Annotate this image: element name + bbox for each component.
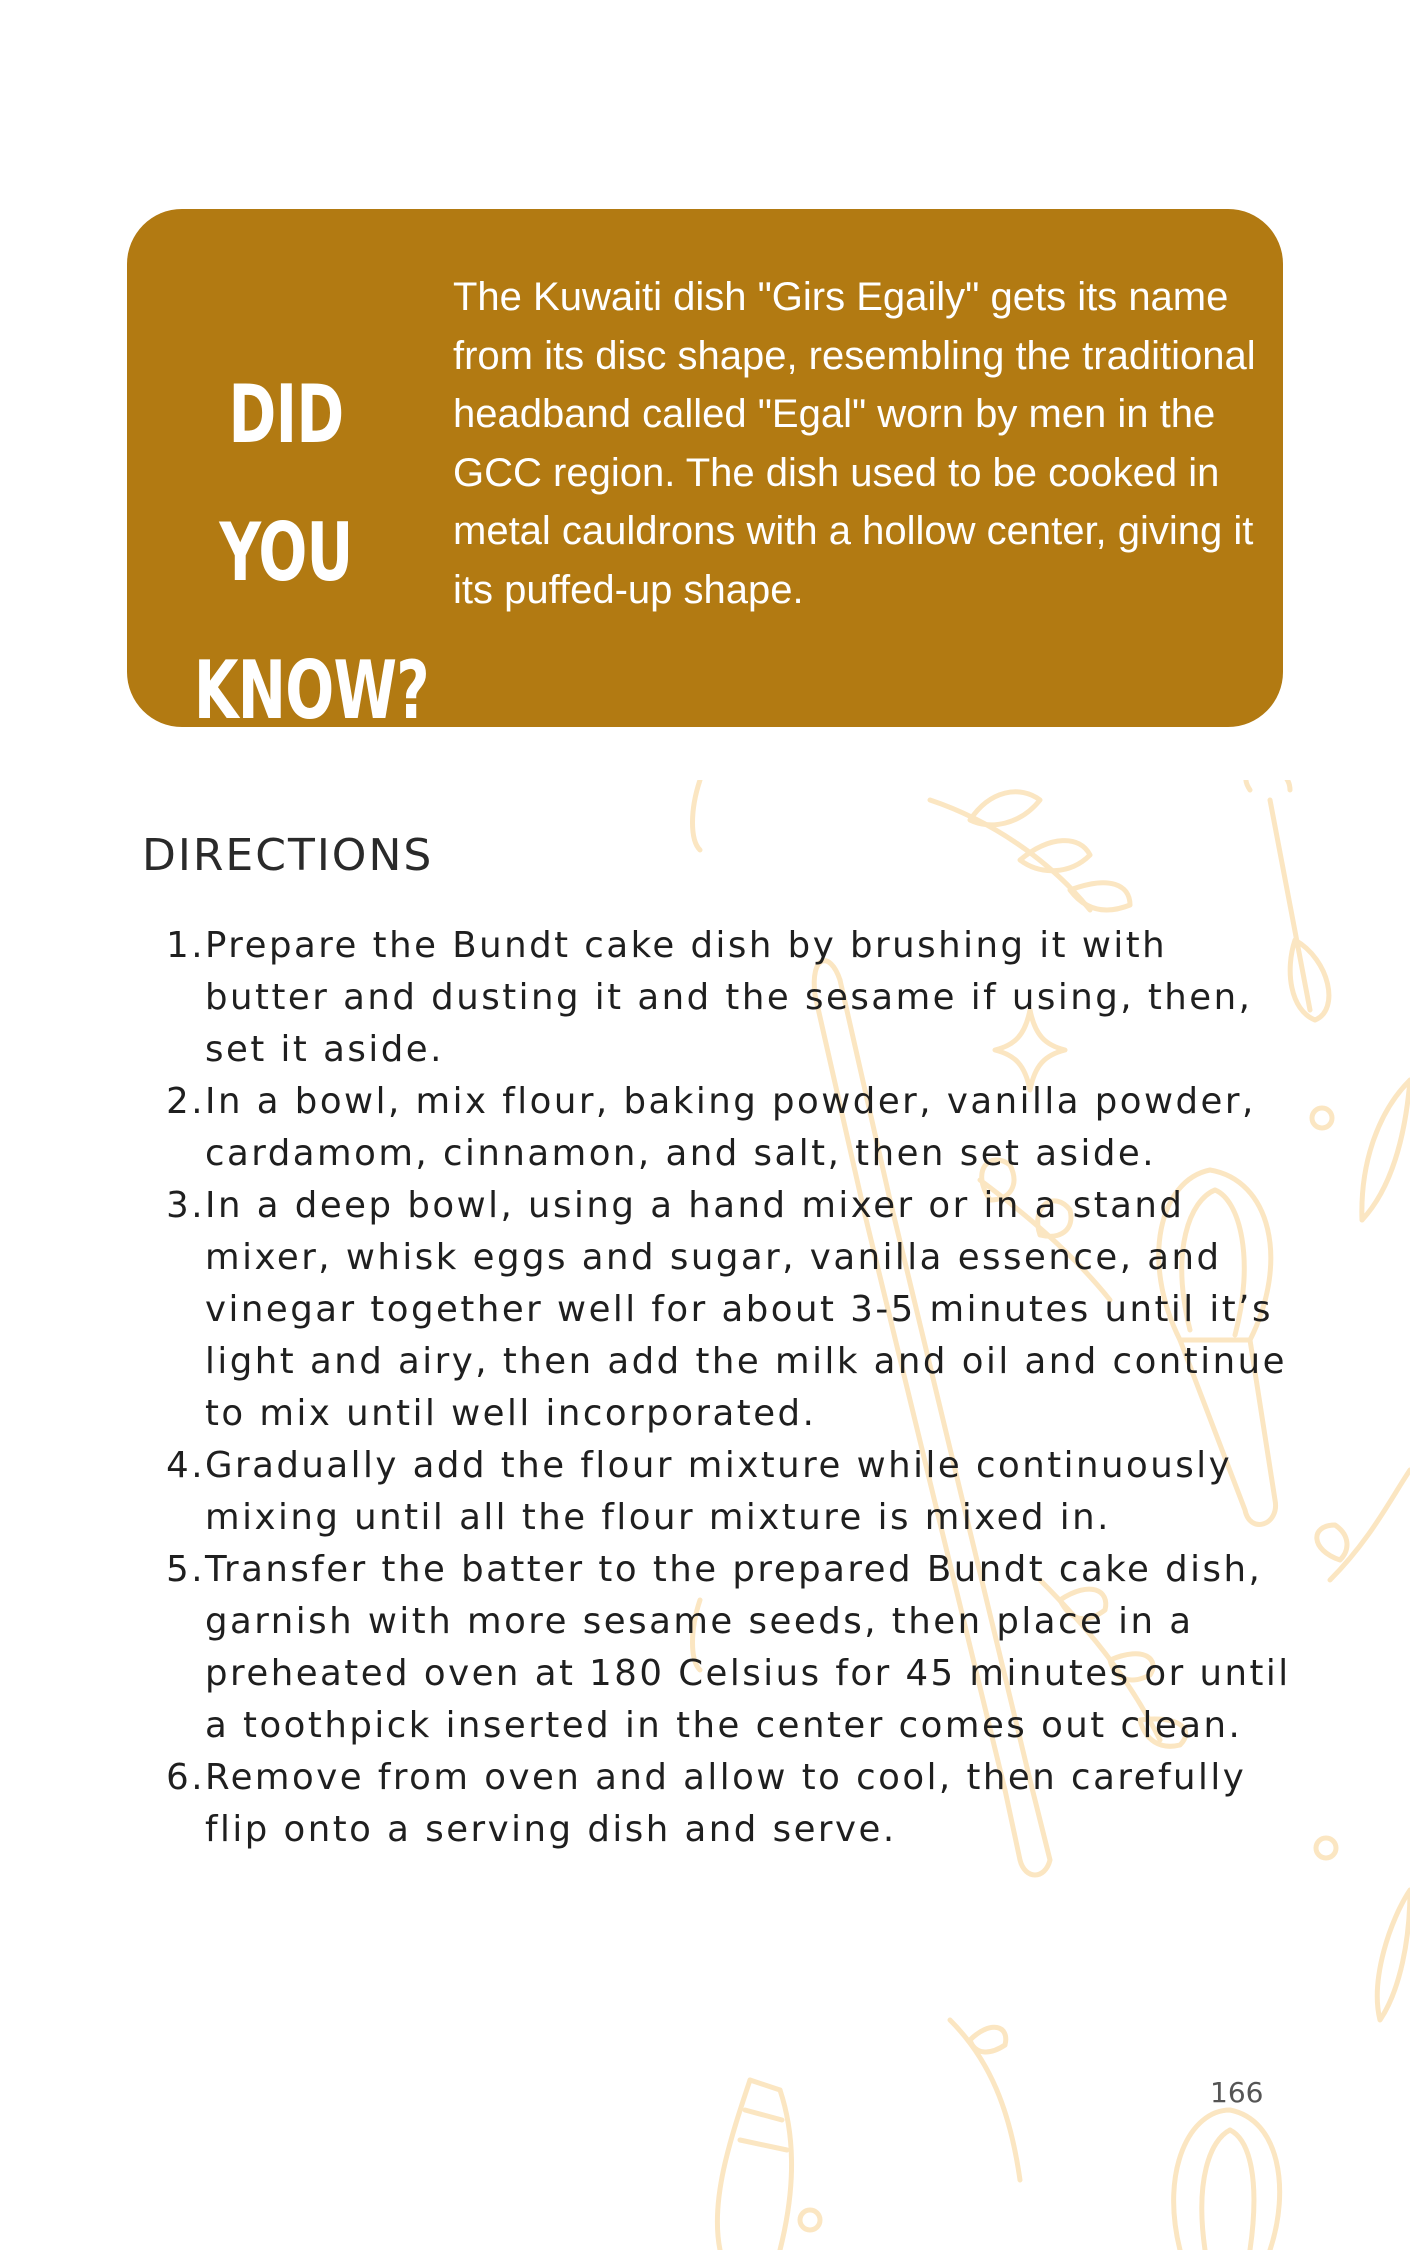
step-number: 1. [166, 925, 205, 966]
heading-line-2: KNOW? [193, 644, 429, 737]
whisk-icon [1174, 2110, 1280, 2250]
page-number: 166 [1210, 2076, 1264, 2109]
step-number: 5. [166, 1549, 205, 1590]
step-text: In a deep bowl, using a hand mixer or in a stand mixer, whisk eggs and sugar, vanilla essence, and vinegar together well for about 3-5 minutes until it’s light and airy, then add the milk and oil and continue to mix until well incorporated. [205, 1185, 1287, 1434]
step-number: 3. [166, 1185, 205, 1226]
step-text: Gradually add the flour mixture while continuously mixing until all the flour mixture is mixed in. [205, 1445, 1233, 1538]
list-item [142, 1752, 1292, 1856]
list-item [142, 1076, 1292, 1180]
directions-title: DIRECTIONS [142, 830, 434, 881]
spatula-icon [717, 2080, 791, 2250]
heading-line-1: DID YOU [219, 368, 353, 599]
step-text: Transfer the batter to the prepared Bundt cake dish, garnish with more sesame seeds, then place in a preheated oven at 180 Celsius for 45 minutes or until a toothpick inserted in the center comes out clean. [205, 1549, 1291, 1746]
did-you-know-heading [193, 346, 429, 760]
list-item [142, 1180, 1292, 1440]
step-text: Prepare the Bundt cake dish by brushing it with butter and dusting it and the sesame if using, then, set it aside. [205, 925, 1253, 1070]
step-text: Remove from oven and allow to cool, then carefully flip onto a serving dish and serve. [205, 1757, 1247, 1850]
list-item [142, 920, 1292, 1076]
step-number: 2. [166, 1081, 205, 1122]
did-you-know-text: The Kuwaiti dish "Girs Egaily" gets its name from its disc shape, resembling the traditional headband called "Egal" worn by men in the GCC region. The dish used to be cooked in metal cauldrons with a hollow center, giving it its puffed-up shape. [453, 275, 1256, 612]
step-number: 4. [166, 1445, 205, 1486]
step-number: 6. [166, 1757, 205, 1798]
leaf-sprig-icon [930, 792, 1130, 910]
step-text: In a bowl, mix flour, baking powder, vanilla powder, cardamom, cinnamon, and salt, then set aside. [205, 1081, 1256, 1174]
directions-list [142, 920, 1292, 1856]
list-item [142, 1440, 1292, 1544]
list-item [142, 1544, 1292, 1752]
